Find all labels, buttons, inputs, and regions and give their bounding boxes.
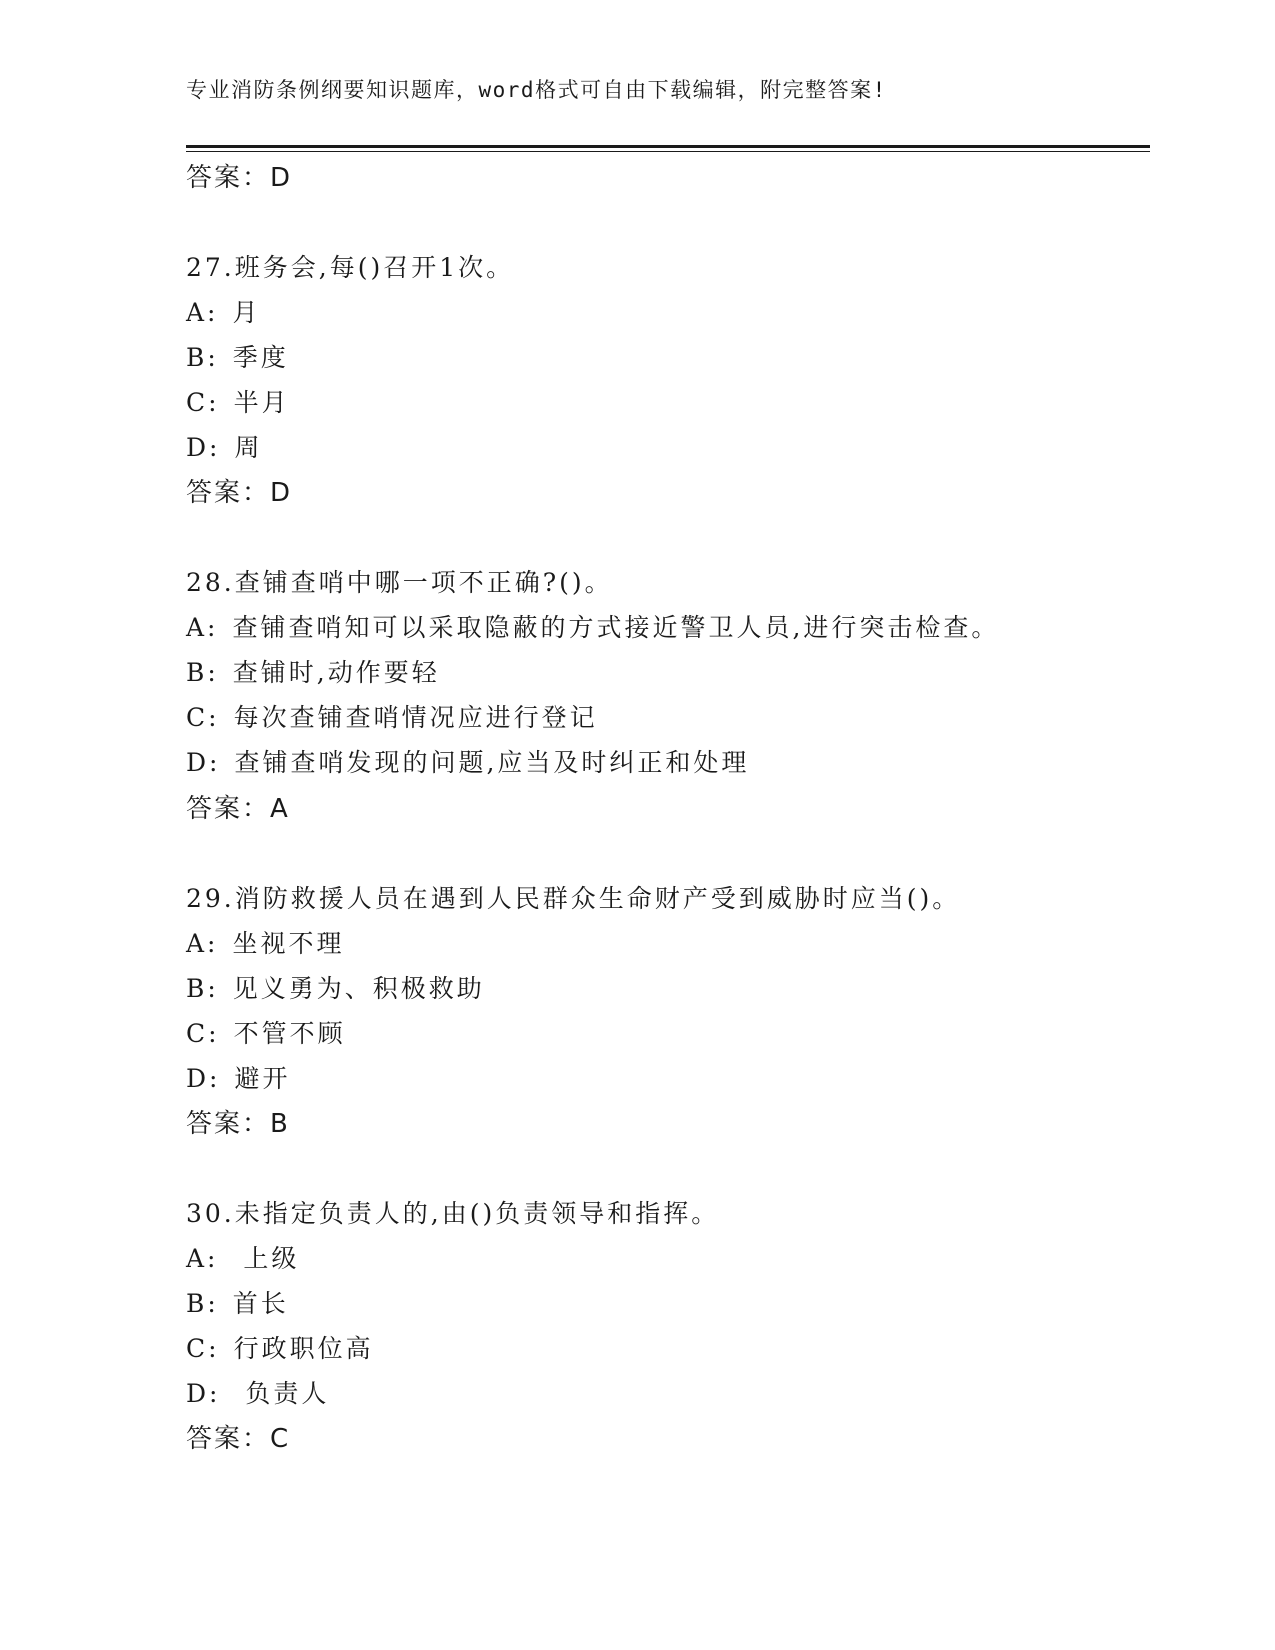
answer: 答案：A (186, 794, 290, 824)
option-key: C: (186, 703, 220, 732)
option-text: 查铺查哨发现的问题,应当及时纠正和处理 (234, 748, 750, 777)
option-key: D: (186, 1379, 221, 1408)
option-key: D: (186, 433, 221, 462)
option-key: C: (186, 388, 220, 417)
option-text: 避开 (234, 1064, 291, 1093)
question-stem: 28.查铺查哨中哪一项不正确?()。 (186, 568, 613, 597)
option-d (186, 1378, 329, 1410)
option-text: 查铺时,动作要轻 (232, 658, 440, 687)
option-text: 坐视不理 (232, 929, 345, 958)
option-d (186, 747, 749, 779)
question-stem: 27.班务会,每()召开1次。 (186, 253, 515, 282)
option-text: 不管不顾 (233, 1019, 346, 1048)
option-key: D: (186, 748, 221, 777)
option-key: C: (186, 1019, 220, 1048)
option-key: A: (186, 613, 219, 642)
option-text: 每次查铺查哨情况应进行登记 (233, 703, 598, 732)
answer: 答案：C (186, 1424, 291, 1454)
option-text: 行政职位高 (233, 1334, 374, 1363)
option-text: 月 (232, 298, 261, 327)
option-text: 首长 (232, 1289, 289, 1318)
option-c (186, 702, 598, 734)
option-key: D: (186, 1064, 221, 1093)
option-key: B: (186, 658, 219, 687)
option-b (186, 657, 440, 689)
option-b (186, 1288, 289, 1320)
option-d (186, 1063, 290, 1095)
option-d (186, 432, 262, 464)
answer: 答案：B (186, 1109, 290, 1139)
page-header: 专业消防条例纲要知识题库，word格式可自由下载编辑，附完整答案! (186, 78, 887, 102)
previous-answer: 答案：D (186, 163, 293, 193)
option-c (186, 1333, 374, 1365)
answer: 答案：D (186, 478, 293, 508)
question-stem: 30.未指定负责人的,由()负责领导和指挥。 (186, 1199, 720, 1228)
option-key: B: (186, 1289, 219, 1318)
option-key: B: (186, 974, 219, 1003)
option-key: A: (186, 1244, 219, 1273)
option-key: A: (186, 929, 219, 958)
option-text: 半月 (233, 388, 290, 417)
option-c (186, 387, 290, 419)
option-text: 负责人 (234, 1379, 330, 1408)
option-a (186, 612, 999, 644)
option-text: 周 (234, 433, 263, 462)
option-key: A: (186, 298, 219, 327)
option-text: 季度 (232, 343, 289, 372)
option-text: 上级 (232, 1244, 300, 1273)
option-a (186, 297, 261, 329)
option-key: B: (186, 343, 219, 372)
option-c (186, 1018, 346, 1050)
option-a (186, 928, 345, 960)
option-text: 见义勇为、积极救助 (232, 974, 485, 1003)
option-text: 查铺查哨知可以采取隐蔽的方式接近警卫人员,进行突击检查。 (232, 613, 1000, 642)
option-a (186, 1243, 299, 1275)
option-key: C: (186, 1334, 220, 1363)
option-b (186, 342, 289, 374)
header-divider (186, 145, 1150, 152)
question-stem: 29.消防救援人员在遇到人民群众生命财产受到威胁时应当()。 (186, 884, 961, 913)
option-b (186, 973, 485, 1005)
